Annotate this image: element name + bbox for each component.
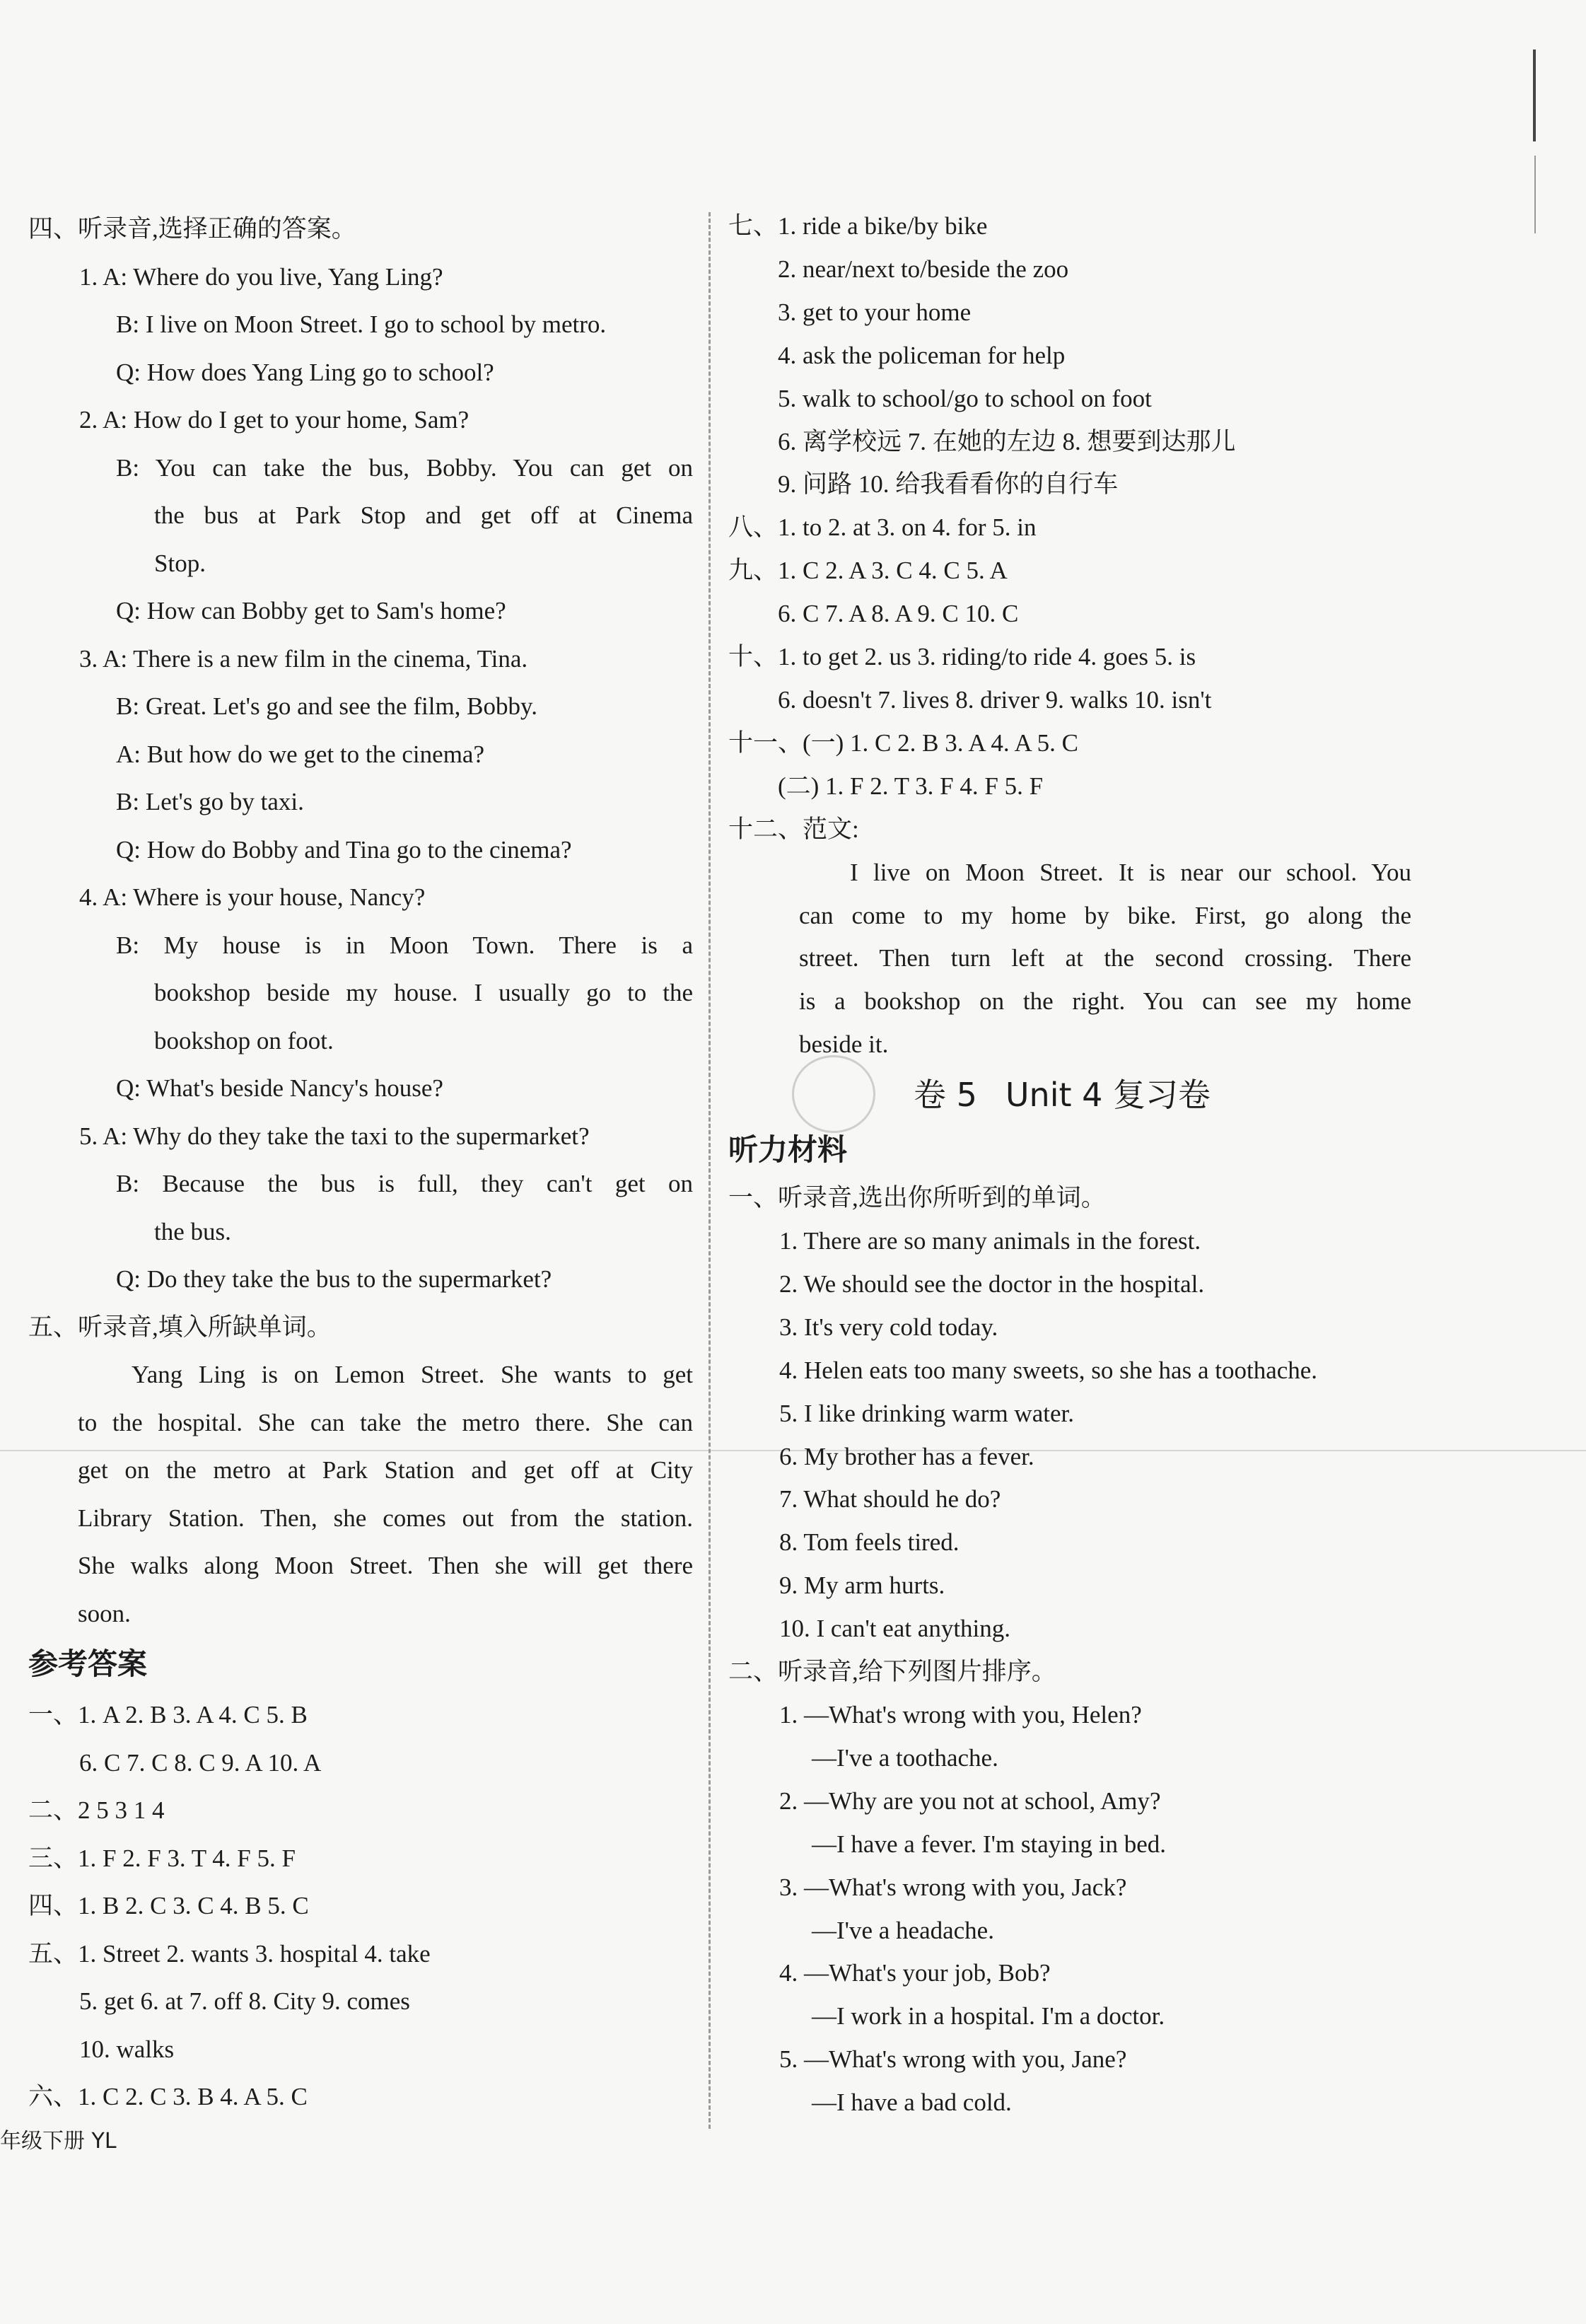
unit-number: 卷 5	[914, 1076, 977, 1115]
dialogue-line: A: But how do we get to the cinema?	[116, 740, 484, 768]
listening-line: 1. There are so many animals in the forest.	[779, 1227, 1201, 1255]
listening-line: 2. We should see the doctor in the hospital.	[779, 1270, 1205, 1298]
dialogue-line: bookshop beside my house. I usually go to the	[154, 979, 693, 1006]
section-heading: 一、听录音,选出你所听到的单词。	[728, 1184, 1106, 1212]
answer-line: 四、1. B 2. C 3. C 4. B 5. C	[28, 1892, 309, 1919]
listening-line: 8. Tom feels tired.	[779, 1528, 960, 1557]
dialogue-line: B: Because the bus is full, they can't get on	[116, 1170, 693, 1197]
dialogue-line: B: Great. Let's go and see the film, Bobby.	[116, 692, 537, 720]
answer-line: 二、2 5 3 1 4	[28, 1796, 165, 1824]
paragraph-line: get on the metro at Park Station and get off at City	[78, 1456, 693, 1484]
dialogue-line: Q: How does Yang Ling go to school?	[116, 358, 494, 386]
section-heading: 四、听录音,选择正确的答案。	[28, 215, 356, 243]
listening-line: 10. I can't eat anything.	[779, 1615, 1011, 1643]
dialogue-line: 3. A: There is a new film in the cinema, Tina.	[79, 644, 528, 673]
answer-line: 3. get to your home	[778, 298, 972, 326]
answer-line: 三、1. F 2. F 3. T 4. F 5. F	[28, 1844, 296, 1872]
listening-heading: 听力材料	[728, 1132, 848, 1168]
answer-line: 6. C 7. A 8. A 9. C 10. C	[778, 600, 1019, 628]
paragraph-line: Library Station. Then, she comes out from the station.	[78, 1504, 693, 1532]
paragraph-line: She walks along Moon Street. Then she will get there	[78, 1552, 693, 1579]
dialogue-line: 5. —What's wrong with you, Jane?	[779, 2045, 1127, 2074]
dialogue-line: 1. A: Where do you live, Yang Ling?	[79, 262, 443, 291]
dialogue-line: B: You can take the bus, Bobby. You can get on	[116, 453, 693, 482]
paragraph-line: soon.	[78, 1599, 131, 1627]
dialogue-line: —I've a toothache.	[812, 1743, 998, 1772]
dialogue-line: 2. A: How do I get to your home, Sam?	[79, 406, 470, 434]
answer-line: 七、1. ride a bike/by bike	[728, 212, 988, 240]
dialogue-line: Q: How can Bobby get to Sam's home?	[116, 597, 506, 624]
dialogue-line: B: My house is in Moon Town. There is a	[116, 931, 693, 959]
answer-line: 八、1. to 2. at 3. on 4. for 5. in	[728, 513, 1037, 542]
answer-line: 2. near/next to/beside the zoo	[778, 255, 1069, 283]
listening-line: 3. It's very cold today.	[779, 1313, 998, 1341]
listening-line: 9. My arm hurts.	[779, 1571, 945, 1600]
paragraph-line: to the hospital. She can take the metro there. She can	[78, 1408, 693, 1436]
dialogue-line: 3. —What's wrong with you, Jack?	[779, 1873, 1127, 1901]
answer-line: 6. 离学校远 7. 在她的左边 8. 想要到达那儿	[778, 427, 1236, 455]
answer-line: 九、1. C 2. A 3. C 4. C 5. A	[728, 557, 1008, 585]
dialogue-line: bookshop on foot.	[154, 1026, 334, 1054]
page-footer: 年级下册 YL	[0, 2129, 117, 2154]
dialogue-line: 4. A: Where is your house, Nancy?	[79, 883, 426, 911]
dialogue-line: 2. —Why are you not at school, Amy?	[779, 1786, 1161, 1815]
dialogue-line: 1. —What's wrong with you, Helen?	[779, 1701, 1142, 1729]
answer-line: (二) 1. F 2. T 3. F 4. F 5. F	[778, 772, 1044, 800]
section-heading: 二、听录音,给下列图片排序。	[728, 1658, 1056, 1686]
watermark-stamp	[792, 1055, 875, 1133]
listening-line: 6. My brother has a fever.	[779, 1442, 1034, 1470]
dialogue-line: 4. —What's your job, Bob?	[779, 1959, 1051, 1987]
listening-line: 7. What should he do?	[779, 1485, 1001, 1513]
dialogue-line: —I've a headache.	[812, 1916, 994, 1944]
page-edge-mark	[1533, 50, 1536, 141]
essay-line: I live on Moon Street. It is near our school. You	[850, 858, 1411, 886]
answers-heading: 参考答案	[28, 1646, 148, 1681]
dialogue-line: 5. A: Why do they take the taxi to the supermarket?	[79, 1122, 590, 1150]
answer-line: 十二、范文:	[728, 815, 859, 843]
essay-line: beside it.	[799, 1030, 889, 1059]
dialogue-line: B: I live on Moon Street. I go to school by metro.	[116, 310, 607, 338]
right-column	[728, 205, 1534, 2125]
answer-line: 十一、(一) 1. C 2. B 3. A 4. A 5. C	[728, 728, 1078, 757]
dialogue-line: —I work in a hospital. I'm a doctor.	[812, 2002, 1165, 2030]
answer-line: 4. ask the policeman for help	[778, 341, 1066, 369]
dialogue-line: —I have a fever. I'm staying in bed.	[812, 1830, 1167, 1858]
answer-line: 六、1. C 2. C 3. B 4. A 5. C	[28, 2083, 308, 2110]
page-edge-mark	[1534, 156, 1536, 233]
answer-line: 9. 问路 10. 给我看看你的自行车	[778, 470, 1119, 499]
listening-line: 4. Helen eats too many sweets, so she has a toothache.	[779, 1356, 1318, 1384]
left-column	[28, 205, 693, 2121]
dialogue-line: Q: Do they take the bus to the supermarket?	[116, 1265, 552, 1293]
dialogue-line: Stop.	[154, 549, 206, 577]
dialogue-line: the bus.	[154, 1217, 231, 1245]
dialogue-line: —I have a bad cold.	[812, 2088, 1012, 2117]
essay-line: street. Then turn left at the second crossing. There	[799, 944, 1411, 972]
dialogue-line: the bus at Park Stop and get off at Cinema	[154, 501, 693, 529]
answer-line: 5. get 6. at 7. off 8. City 9. comes	[79, 1987, 410, 2015]
answer-line: 10. walks	[79, 2035, 175, 2063]
column-divider	[709, 212, 711, 2129]
answer-line: 6. C 7. C 8. C 9. A 10. A	[79, 1748, 322, 1777]
unit-title	[728, 1067, 1534, 1123]
essay-line: can come to my home by bike. First, go along the	[799, 901, 1411, 929]
answer-line: 五、1. Street 2. wants 3. hospital 4. take	[28, 1939, 431, 1968]
essay-line: is a bookshop on the right. You can see my home	[799, 987, 1411, 1016]
listening-line: 5. I like drinking warm water.	[779, 1399, 1074, 1427]
dialogue-line: B: Let's go by taxi.	[116, 788, 304, 815]
paragraph-line: Yang Ling is on Lemon Street. She wants to get	[132, 1361, 693, 1388]
answer-line: 十、1. to get 2. us 3. riding/to ride 4. goes 5. is	[728, 643, 1196, 671]
answer-line: 一、1. A 2. B 3. A 4. C 5. B	[28, 1701, 308, 1729]
answer-line: 5. walk to school/go to school on foot	[778, 384, 1152, 412]
answer-line: 6. doesn't 7. lives 8. driver 9. walks 10. isn't	[778, 685, 1212, 714]
dialogue-line: Q: How do Bobby and Tina go to the cinema?	[116, 835, 572, 864]
dialogue-line: Q: What's beside Nancy's house?	[116, 1074, 443, 1102]
unit-name: Unit 4 复习卷	[1005, 1076, 1211, 1115]
section-heading: 五、听录音,填入所缺单词。	[28, 1313, 332, 1341]
